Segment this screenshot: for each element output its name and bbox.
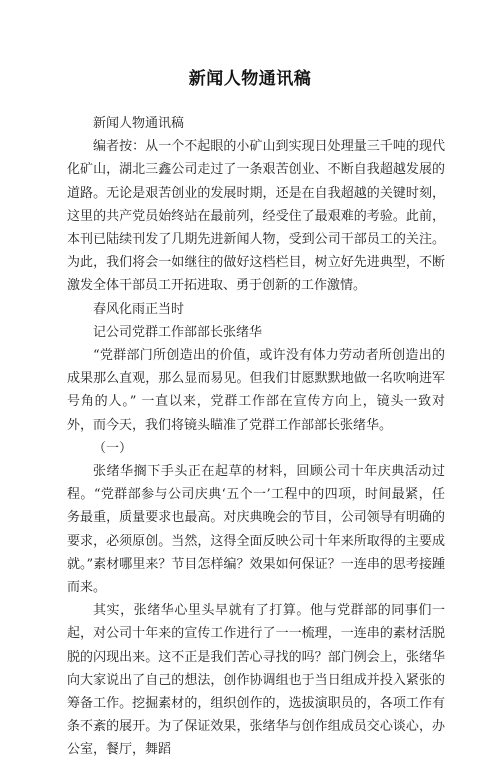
section-subtitle: 记公司党群工作部部长张绪华	[93, 324, 263, 340]
body-paragraph-2: 其实，张绪华心里头早就有了打算。他与党群部的同事们一起，对公司十年来的宣传工作进行了一一梳理，一连串的素材活脱脱的闪现出来。这不正是我们苦心寻找的吗？部门例会上，张绪华向大家说出了自己的想法，创作协调组也于当日组成并投入紧张的筹备工作。挖掘素材的，组织创作的，选拔演职员的，各项工作有条不紊的展开。为了保证效果，张绪华与创作组成员交心谈心，办公室，餐厅，舞蹈	[67, 603, 445, 758]
section-title: 春风化雨正当时	[93, 301, 185, 317]
body-paragraph-1: 张绪华搁下手头正在起草的材料，回顾公司十年庆典活动过程。“党群部参与公司庆典‘五个一’工程中的四项，时间最紧，任务最重，质量要求也最高。对庆典晚会的节目，公司领导有明确的要求，必须原创。当然，这得全面反映公司十年来所取得的主要成就。”素材哪里来？节目怎样编？效果如何保证？一连串的思考接踵而来。	[67, 464, 445, 596]
document-body	[67, 112, 445, 762]
document-title: 新闻人物通讯稿	[188, 69, 312, 89]
document-subtitle: 新闻人物通讯稿	[93, 116, 185, 131]
editor-note-paragraph: 编者按：从一个不起眼的小矿山到实现日处理量三千吨的现代化矿山，湖北三鑫公司走过了一条艰苦创业、不断自我超越发展的道路。无论是艰苦创业的发展时期，还是在自我超越的关键时刻，这里的共产党员始终站在最前列，经受住了最艰难的考验。此前，本刊已陆续刊发了几期先进新闻人物，受到公司干部员工的关注。为此，我们将会一如继往的做好这档栏目，树立好先进典型，不断激发全体干部员工开拓进取、勇于创新的工作激情。	[67, 139, 445, 294]
quote-paragraph: “党群部门所创造出的价值，或许没有体力劳动者所创造出的成果那么直观，那么显而易见。但我们甘愿默默地做一名吹响进军号角的人。” 一直以来，党群工作部在宣传方向上，镜头一致对外，而今天，我们将镜头瞄准了党群工作部部长张绪华。	[67, 348, 445, 433]
part-one-heading: （一）	[93, 440, 133, 456]
